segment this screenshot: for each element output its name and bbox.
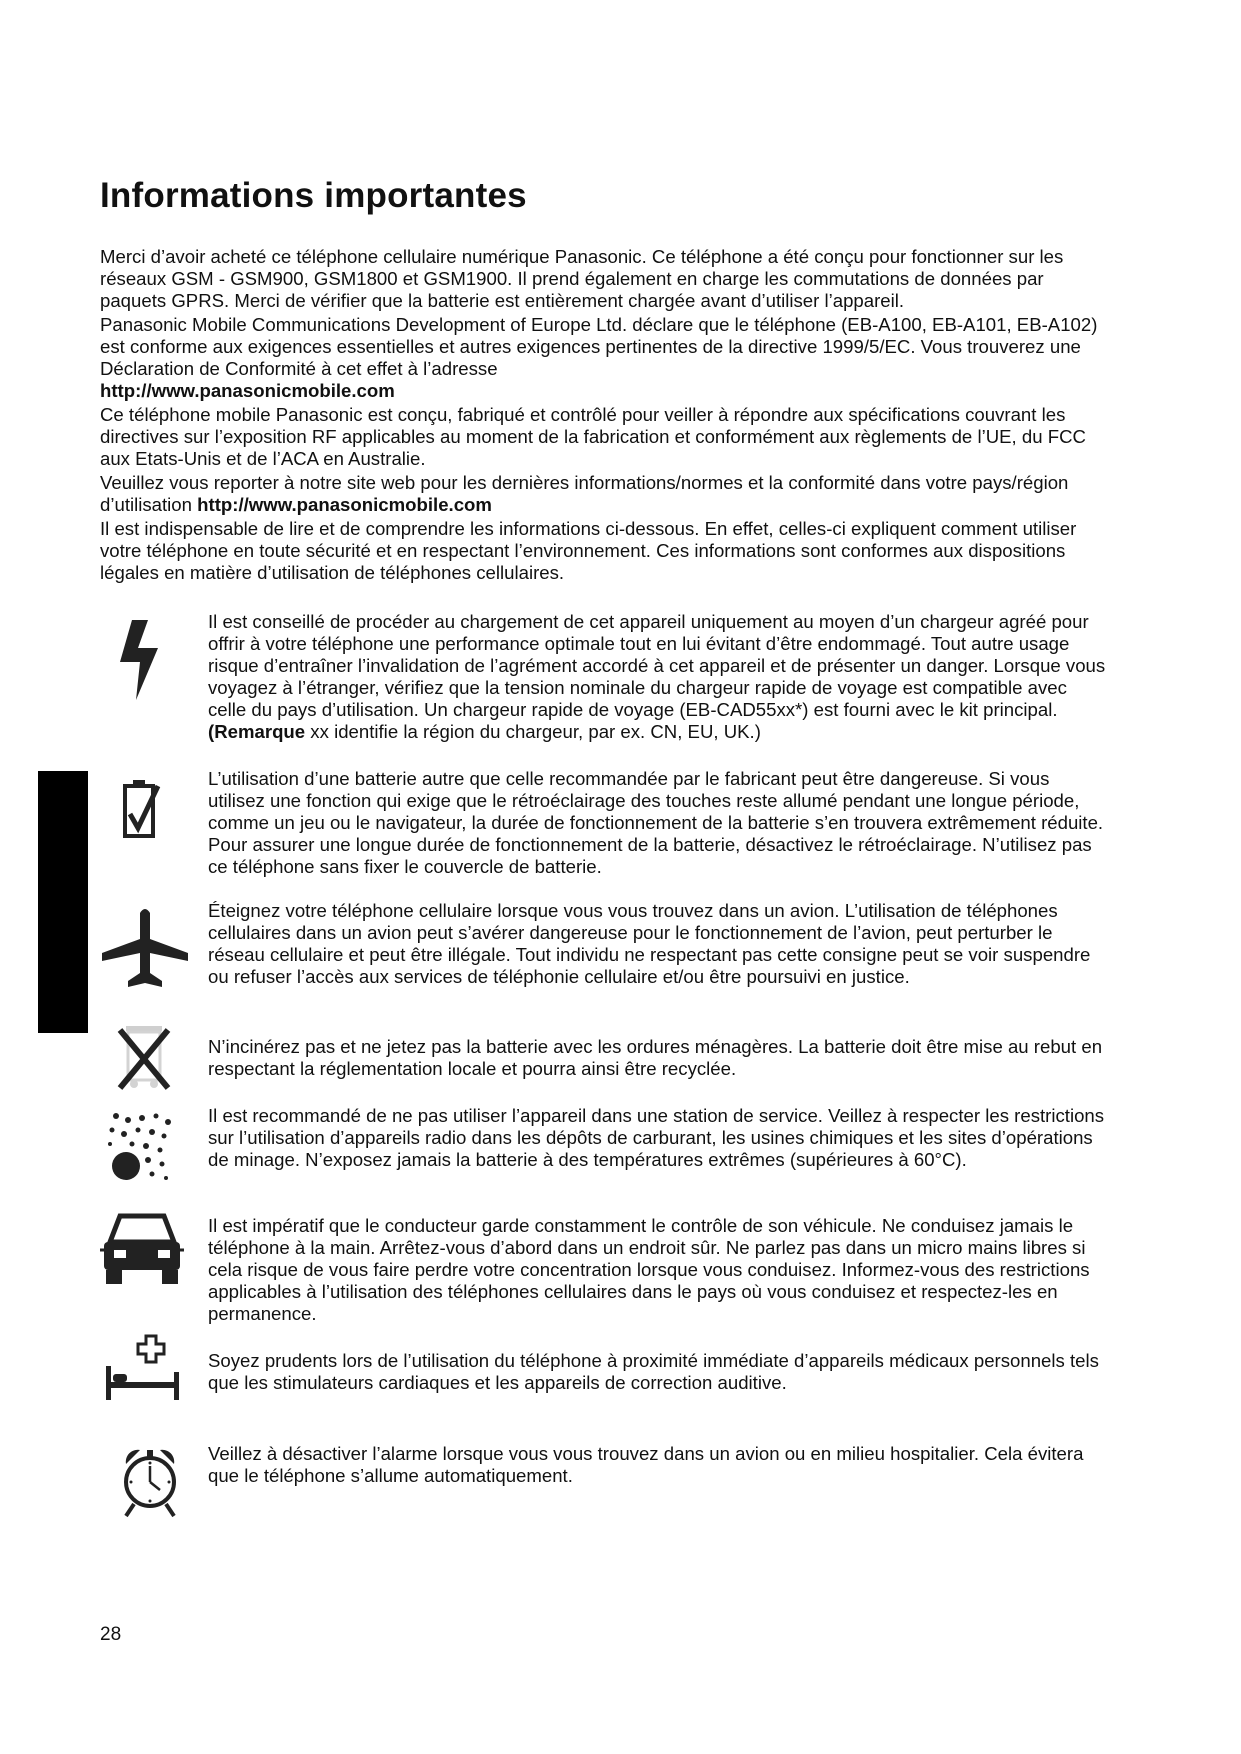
alarm-warning: Veillez à désactiver l’alarme lorsque vous vous trouvez dans un avion ou en milieu hospitalier. Cela évitera que le téléphone s’allume automatiquement. (208, 1443, 1084, 1486)
disposal-warning: N’incinérez pas et ne jetez pas la batterie avec les ordures ménagères. La batterie doit être mise au rebut en respectant la réglementation locale et pourra ainsi être recyclée. (208, 1036, 1103, 1079)
intro-paragraph-3: Ce téléphone mobile Panasonic est conçu, fabriqué et contrôlé pour veiller à répondre aux spécifications couvrant les directives sur l’exposition RF applicables au moment de la fabrication et conformément aux règlements de l’UE, du FCC aux Etats-Unis et de l’ACA en Australie. (100, 404, 1086, 469)
airplane-icon (100, 905, 190, 991)
battery-check-icon (120, 778, 162, 840)
charger-note-text: xx identifie la région du chargeur, par ex. CN, EU, UK.) (305, 721, 761, 742)
explosion-icon (102, 1110, 178, 1186)
charger-warning-text: Il est conseillé de procéder au chargement de cet appareil uniquement au moyen d’un chargeur agréé pour offrir à votre téléphone une performance optimale tout en lui évitant d’être endommagé. Tout autre usage risque d’entraîner l’invalidation de l’agrément accordé à cet appareil et de présenter un danger. Lorsque vous voyagez à l’étranger, vérifiez que la tension nominale du chargeur rapide de voyage est compatible avec celle du pays d’utilisation. Un chargeur rapide de voyage (EB-CAD55xx*) est fourni avec le kit principal. (208, 611, 1106, 720)
driving-warning: Il est impératif que le conducteur garde constamment le contrôle de son véhicule. Ne conduisez jamais le téléphone à la main. Arrêtez-vous d’abord dans un endroit sûr. Ne parlez pas dans un micro mains libres si cela risque de vous faire perdre votre concentration lorsque vous conduisez. Informez-vous des restrictions applicables à l’utilisation des téléphones cellulaires dans le pays où vous conduisez et respectez-les en permanence. (208, 1215, 1090, 1324)
explosive-atmosphere-warning: Il est recommandé de ne pas utiliser l’appareil dans une station de service. Veillez à respecter les restrictions sur l’utilisation d’appareils radio dans les dépôts de carburant, les usines chimiques et les sites d’opérations de minage. N’exposez jamais la batterie à des températures extrêmes (supérieures à 60°C). (208, 1105, 1105, 1170)
website-reference-text: Veuillez vous reporter à notre site web pour les dernières informations/normes et la conformité dans votre pays/région d’utilisation (100, 472, 1069, 515)
intro-text (100, 246, 1102, 586)
alarm-clock-icon (118, 1434, 182, 1526)
page-title: Informations importantes (100, 176, 527, 215)
car-icon (100, 1210, 184, 1290)
declaration-text: Panasonic Mobile Communications Development of Europe Ltd. déclare que le téléphone (EB-A100, EB-A101, EB-A102) est conforme aux exigences essentielles et autres exigences pertinentes de la directive 1999/5/EC. Vous trouverez une Déclaration de Conformité à cet effet à l’adresse (100, 314, 1098, 379)
website-link-2[interactable]: http://www.panasonicmobile.com (197, 494, 492, 515)
hospital-bed-icon (104, 1334, 180, 1400)
intro-paragraph-2 (100, 314, 1102, 402)
charger-warning (208, 611, 1108, 743)
website-link[interactable]: http://www.panasonicmobile.com (100, 380, 395, 401)
page-number: 28 (100, 1624, 122, 1645)
section-tab-marker (38, 771, 88, 1033)
charger-note-label: (Remarque (208, 721, 306, 742)
intro-paragraph-1: Merci d’avoir acheté ce téléphone cellulaire numérique Panasonic. Ce téléphone a été conçu pour fonctionner sur les réseaux GSM - GSM900, GSM1800 et GSM1900. Il prend également en charge les commutations de données par paquets GPRS. Merci de vérifier que la batterie est entièrement chargée avant d’utiliser l’appareil. (100, 246, 1064, 311)
lightning-icon (112, 618, 170, 702)
intro-paragraph-4 (100, 472, 1102, 516)
battery-warning: L’utilisation d’une batterie autre que celle recommandée par le fabricant peut être dangereuse. Si vous utilisez une fonction qui exige que le rétroéclairage des touches reste allumé pendant une longue période, comme un jeu ou le navigateur, la durée de fonctionnement de la batterie s’en trouvera extrêmement réduite. Pour assurer une longue durée de fonctionnement de la batterie, désactivez le rétroéclairage. N’utilisez pas ce téléphone sans fixer le couvercle de batterie. (208, 768, 1104, 877)
airplane-warning: Éteignez votre téléphone cellulaire lorsque vous vous trouvez dans un avion. L’utilisation de téléphones cellulaires dans un avion peut s’avérer dangereuse pour le fonctionnement de l’avion, peut perturber le réseau cellulaire et peut être illégale. Tout individu ne respectant pas cette consigne peut se voir suspendre ou refuser l’accès aux services de téléphonie cellulaire et/ou être poursuivi en justice. (208, 900, 1091, 987)
intro-paragraph-5: Il est indispensable de lire et de comprendre les informations ci-dessous. En effet, celles-ci expliquent comment utiliser votre téléphone en toute sécurité et en respectant l’environnement. Ces informations sont conformes aux dispositions légales en matière d’utilisation de téléphones cellulaires. (100, 518, 1077, 583)
medical-warning: Soyez prudents lors de l’utilisation du téléphone à proximité immédiate d’appareils médicaux personnels tels que les stimulateurs cardiaques et les appareils de correction auditive. (208, 1350, 1099, 1393)
crossed-bin-icon (112, 1022, 176, 1092)
